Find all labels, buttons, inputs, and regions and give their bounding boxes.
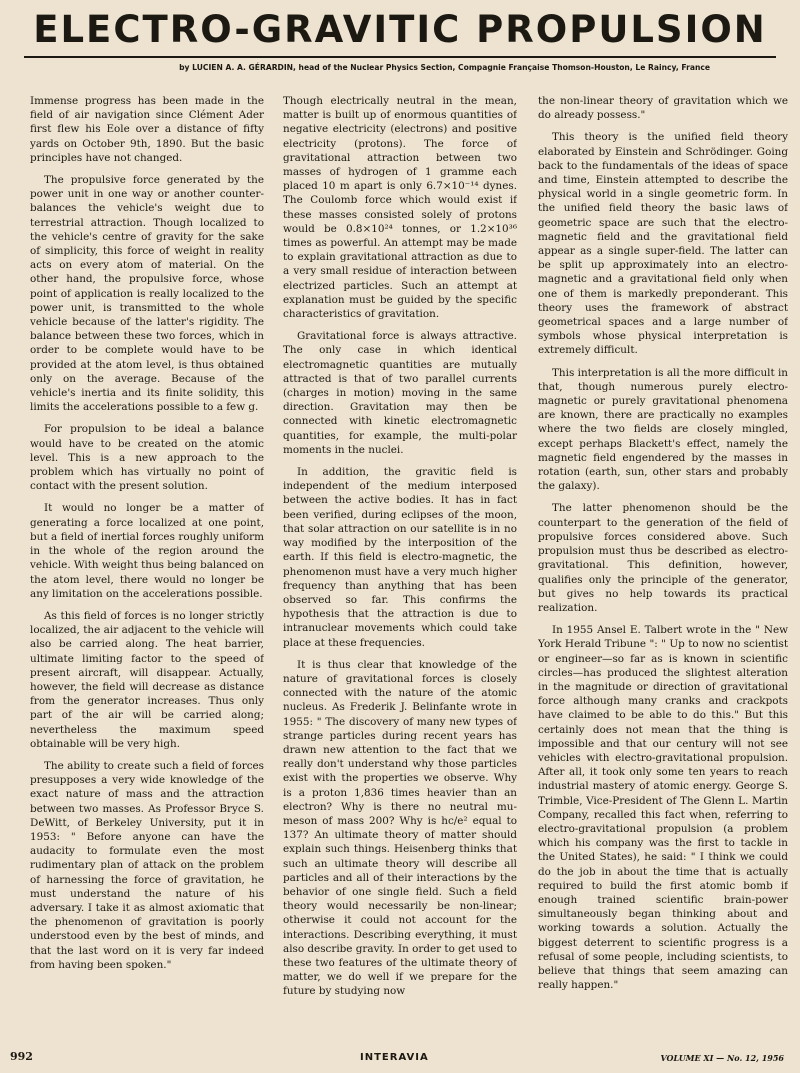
paragraph: This theory is the unified field theory elaborated by Einstein and Schrödinger. Going back to the fundamentals of the ideas of space and time, Einstein attempted to describe the physical world in a single geometric form. In the unified field theory the basic laws of geometric space are such that the electro-magnetic field and the gravitational field appear as a single super-field. The latter can be split up approximately into an electro-magnetic and a gravitational field only when one of them is markedly preponderant. This theory uses the framework of abstract geometrical spaces and a large number of symbols whose physical interpretation is extremely difficult. [538,131,788,357]
paragraph: the non-linear theory of gravitation which we do already possess." [538,95,788,122]
author-byline: by LUCIEN A. A. GÉRARDIN, head of the Nuclear Physics Section, Compagnie Française Thomson-Houston, Le Raincy, France [179,63,710,72]
paragraph: For propulsion to be ideal a balance would have to be created on the atomic level. This is a new approach to the problem which has virtually no point of contact with the present solution. [30,423,264,493]
paragraph: The propulsive force generated by the power unit in one way or another counter-balances the vehicle's weight due to terrestrial attraction. Though localized to the vehicle's centre of gravity for the sake of simplicity, this force of weight in reality acts on every atom of material. On the other hand, the propulsive force, whose point of application is really localized to the power unit, is transmitted to the whole vehicle because of the latter's rigidity. The balance between these two forces, which in order to be complete would have to be provided at the atom level, is thus obtained only on the average. Because of the vehicle's inertia and its finite solidity, this limits the accelerations possible to a few g. [30,174,264,414]
title-rule [24,56,776,58]
paragraph: It is thus clear that knowledge of the nature of gravitational forces is closely connected with the nature of the atomic nucleus. As Frederik J. Belinfante wrote in 1955: " The discovery of many new types of strange particles during recent years has drawn new attention to the fact that we really don't understand why those particles exist with the properties we observe. Why is a proton 1,836 times heavier than an electron? Why is there no neutral mu-meson of mass 200? Why is hc/e² equal to 137? An ultimate theory of matter should explain such things. Heisenberg thinks that such an ultimate theory will describe all particles and all of their interactions by the behavior of one single field. Such a field theory would necessarily be non-linear; otherwise it could not account for the interactions. Describing everything, it must also describe gravity. In order to get used to these two features of the ultimate theory of matter, we do well if we prepare for the future by studying now [283,658,517,998]
paragraph: In addition, the gravitic field is independent of the medium interposed between the active bodies. It has in fact been verified, during eclipses of the moon, that solar attraction on our satellite is in no way modified by the interposition of the earth. If this field is electro-magnetic, the phenomenon must have a very much higher frequency than anything that has been observed so far. This confirms the hypothesis that the attraction is due to intranuclear movements which could take place at these frequencies. [283,466,517,649]
paragraph: Though electrically neutral in the mean, matter is built up of enormous quantities of negative electricity (electrons) and positive electricity (protons). The force of gravitational attraction between two masses of hydrogen of 1 gramme each placed 10 m apart is only 6.7×10⁻¹⁴ dynes. The Coulomb force which would exist if these masses consisted solely of protons would be 0.8×10²⁴ tonnes, or 1.2×10³⁶ times as powerful. An attempt may be made to explain gravitational attraction as due to a very small residue of interaction between electrized particles. Such an attempt at explanation must be guided by the specific characteristics of gravitation. [283,95,517,321]
column-1 [30,94,264,1040]
paragraph: The latter phenomenon should be the counterpart to the generation of the field of propulsive forces considered above. Such propulsion must thus be described as electro-gravitational. This definition, however, qualifies only the principle of the generator, but gives no help towards its practical realization. [538,502,788,614]
paragraph: In 1955 Ansel E. Talbert wrote in the " New York Herald Tribune ": " Up to now no scientist or engineer—so far as is known in scientific circles—has produced the slightest alteration in the magnitude or direction of gravitational force although many cranks and crackpots have claimed to be able to do this." But this certainly does not mean that the thing is impossible and that our century will not see vehicles with electro-gravitational propulsion. After all, it took only some ten years to reach industrial mastery of atomic energy. George S. Trimble, Vice-President of The Glenn L. Martin Company, recalled this fact when, referring to electro-gravitational propulsion (a problem which his company was the first to tackle in the United States), he said: " I think we could do the job in about the time that is actually required to build the first atomic bomb if enough trained scientific brain-power simultaneously began thinking about and working towards a solution. Actually the biggest deterrent to scientific progress is a refusal of some people, including scientists, to believe that things that seem amazing can really happen." [538,624,788,992]
article-title: ELECTRO-GRAVITIC PROPULSION [33,8,767,51]
article-body [0,94,800,1040]
page-footer [0,1045,800,1063]
column-2 [283,94,517,1040]
paragraph: Immense progress has been made in the field of air navigation since Clément Ader first flew his Eole over a distance of fifty yards on October 9th, 1890. But the basic principles have not changed. [30,95,264,164]
paragraph: Gravitational force is always attractive. The only case in which identical electromagnetic quantities are mutually attracted is that of two parallel currents (charges in motion) moving in the same direction. Gravitation may then be connected with kinetic electromagnetic quantities, for example, the multi-polar moments in the nuclei. [283,330,517,456]
magazine-logo: INTERAVIA [360,1052,429,1063]
page-number: 992 [10,1050,33,1063]
volume-info: VOLUME XI — No. 12, 1956 [660,1053,784,1063]
paragraph: It would no longer be a matter of generating a force localized at one point, but a field of inertial forces roughly uniform in the whole of the region around the vehicle. With weight thus being balanced on the atom level, there would no longer be any limitation on the accelerations possible. [30,502,264,600]
paragraph: The ability to create such a field of forces presupposes a very wide knowledge of the exact nature of mass and the attraction between two masses. As Professor Bryce S. DeWitt, of Berkeley University, put it in 1953: " Before anyone can have the audacity to formulate even the most rudimentary plan of attack on the problem of harnessing the force of gravitation, he must understand the nature of his adversary. I take it as almost axiomatic that the phenomenon of gravitation is poorly understood even by the best of minds, and that the last word on it is very far indeed from having been spoken." [30,759,264,971]
paragraph: As this field of forces is no longer strictly localized, the air adjacent to the vehicle will also be carried along. The heat barrier, ultimate limiting factor to the speed of present aircraft, will disappear. Actually, however, the field will decrease as distance from the generator increases. Thus only part of the air will be carried along; nevertheless the maximum speed obtainable will be very high. [30,609,264,750]
paragraph: This interpretation is all the more difficult in that, though numerous purely electro-magnetic or purely gravitational phenomena are known, there are practically no examples where the two fields are closely mingled, except perhaps Blackett's effect, namely the magnetic field engendered by the masses in rotation (earth, sun, other stars and probably the galaxy). [538,366,788,493]
column-3 [538,94,788,1040]
